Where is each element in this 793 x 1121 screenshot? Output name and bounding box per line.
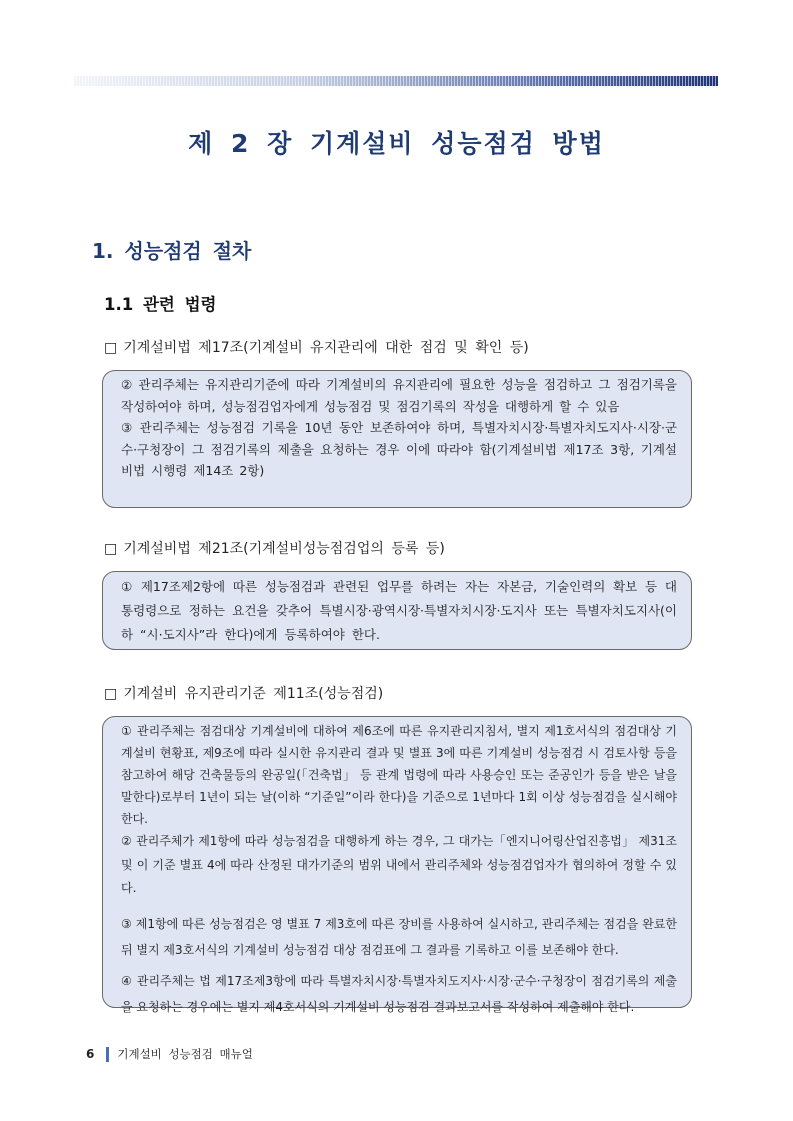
subsection-title: 1.1 관련 법령 [104, 295, 217, 314]
checkbox-square-icon: □ [104, 686, 118, 702]
law-excerpt-box-1 [102, 370, 692, 508]
footer-title: 기계설비 성능점검 매뉴얼 [117, 1047, 253, 1061]
section-title: 1. 성능점검 절차 [92, 239, 252, 263]
law-paragraph: ① 관리주체는 점검대상 기계설비에 대하여 제6조에 따른 유지관리지침서, 별지 제1호서식의 점검대상 기계설비 현황표, 제9조에 따라 실시한 유지관리 결과 및 별표 3에 따른 기계설비 성능점검 시 검토사항 등을 참고하여 해당 건축물등의 완공일(「건축법」 등 관계 법령에 따라 사용승인 또는 준공인가 등을 받은 날을 말한다)로부터 1년이 되는 날(이하 “기준일”이라 한다)을 기준으로 1년마다 1회 이상 성능점검을 실시해야 한다. [121, 724, 677, 826]
page-footer [86, 1046, 253, 1062]
law-excerpt-box-3 [102, 716, 692, 1014]
page-number: 6 [86, 1047, 95, 1061]
law-heading-text: 기계설비법 제21조(기계설비성능점검업의 등록 등) [123, 541, 445, 557]
law-paragraph: ② 관리주체는 유지관리기준에 따라 기계설비의 유지관리에 필요한 성능을 점검하고 그 점검기록을 작성하여야 하며, 성능점검업자에게 성능점검 및 점검기록의 작성을 대행하게 할 수 있음 [121, 377, 677, 414]
law-paragraph: ② 관리주체가 제1항에 따라 성능점검을 대행하게 하는 경우, 그 대가는「엔지니어링산업진흥법」 제31조 및 이 기준 별표 4에 따라 산정된 대가기준의 범위 내에서 관리주체와 성능점검업자가 협의하여 정할 수 있다. [121, 834, 677, 895]
law-heading-text: 기계설비 유지관리기준 제11조(성능점검) [123, 686, 384, 702]
law-paragraph: ③ 관리주체는 성능점검 기록을 10년 동안 보존하여야 하며, 특별자치시장·특별자치도지사·시장·군수·구청장이 그 점검기록의 제출을 요청하는 경우 이에 따라야 함(기계설비법 제17조 3항, 기계설비법 시행령 제14조 2항) [121, 420, 677, 478]
footer-divider [106, 1047, 109, 1062]
checkbox-square-icon: □ [104, 340, 118, 356]
law-heading-3 [104, 683, 383, 703]
law-heading-text: 기계설비법 제17조(기계설비 유지관리에 대한 점검 및 확인 등) [123, 340, 529, 356]
law-paragraph: ③ 제1항에 따른 성능점검은 영 별표 7 제3호에 따른 장비를 사용하여 실시하고, 관리주체는 점검을 완료한 뒤 별지 제3호서식의 기계설비 성능점검 대상 점검표에 그 결과를 기록하고 이를 보존해야 한다. [121, 916, 677, 957]
header-decorative-bar [74, 76, 718, 86]
law-paragraph: ① 제17조제2항에 따른 성능점검과 관련된 업무를 하려는 자는 자본금, 기술인력의 확보 등 대통령령으로 정하는 요건을 갖추어 특별시장·광역시장·특별자치시장·도지사 또는 특별자치도지사(이하 “시·도지사”라 한다)에게 등록하여야 한다. [121, 579, 677, 642]
checkbox-square-icon: □ [104, 541, 118, 557]
law-paragraph: ④ 관리주체는 법 제17조제3항에 따라 특별자치시장·특별자치도지사·시장·군수·구청장이 점검기록의 제출을 요청하는 경우에는 별지 제4호서식의 기계설비 성능점검 결과보고서를 작성하여 제출해야 한다. [121, 973, 677, 1014]
chapter-title: 제 2 장 기계설비 성능점검 방법 [188, 129, 605, 158]
law-heading-2 [104, 538, 445, 558]
law-heading-1 [104, 337, 529, 357]
law-excerpt-box-2 [102, 571, 692, 650]
